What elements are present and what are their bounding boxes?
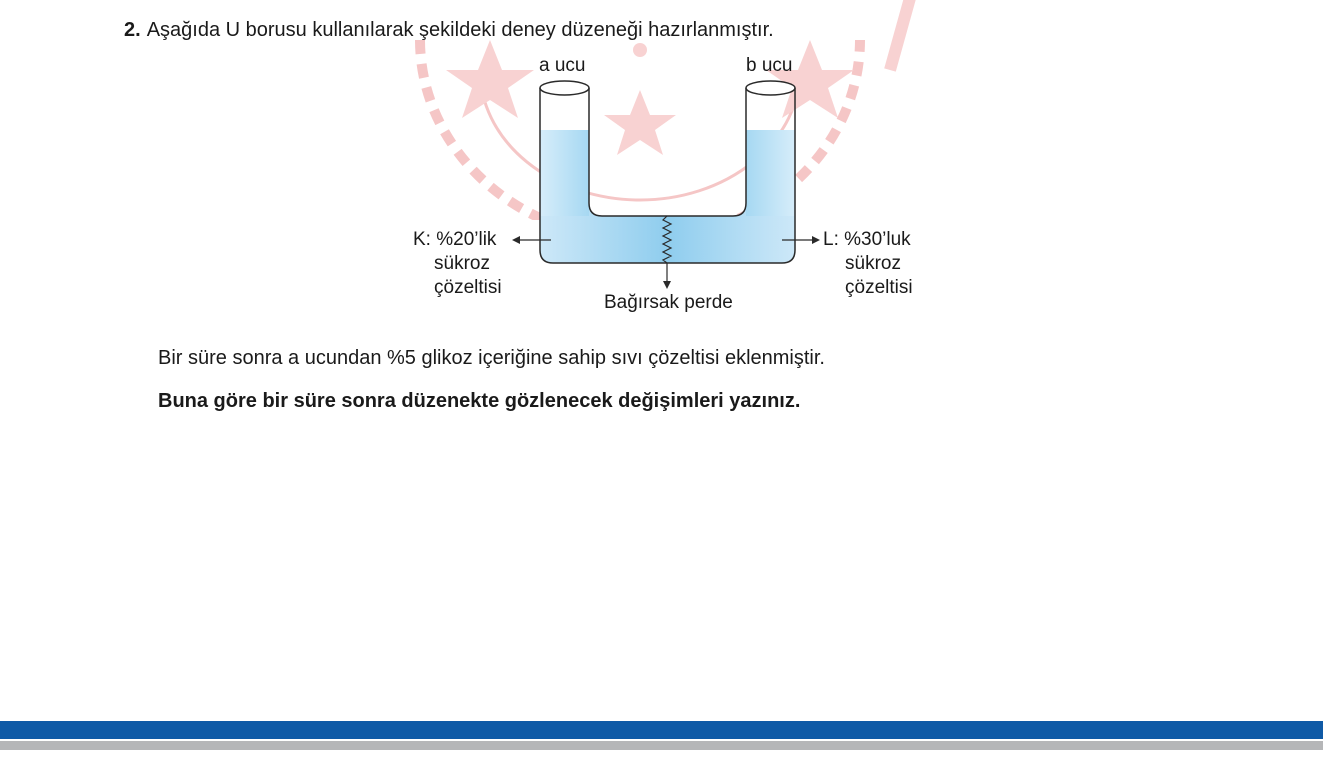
label-b-end: b ucu [746, 55, 793, 76]
instruction-text: Buna göre bir süre sonra düzenekte gözlenecek değişimleri yazınız. [158, 390, 801, 412]
label-k-line1: K: %20’lik [413, 229, 497, 250]
tube-opening-b [746, 81, 795, 95]
label-a-end: a ucu [539, 55, 586, 76]
question-text: Aşağıda U borusu kullanılarak şekildeki deney düzeneği hazırlanmıştır. [146, 19, 774, 41]
label-l-line1: L: %30’luk [823, 229, 911, 250]
label-l-line3: çözeltisi [845, 277, 913, 298]
footer-blue-bar [0, 721, 1323, 739]
tube-opening-a [540, 81, 589, 95]
paragraph-text: Bir süre sonra a ucundan %5 glikoz içeriğine sahip sıvı çözeltisi eklenmiştir. [158, 347, 825, 369]
question-number: 2. [124, 19, 141, 41]
label-l-line2: sükroz [845, 253, 901, 274]
label-k-line3: çözeltisi [434, 277, 502, 298]
label-k-line2: sükroz [434, 253, 490, 274]
footer-gray-bar [0, 741, 1323, 750]
label-membrane: Bağırsak perde [604, 292, 733, 313]
u-tube-diagram [0, 0, 1323, 330]
